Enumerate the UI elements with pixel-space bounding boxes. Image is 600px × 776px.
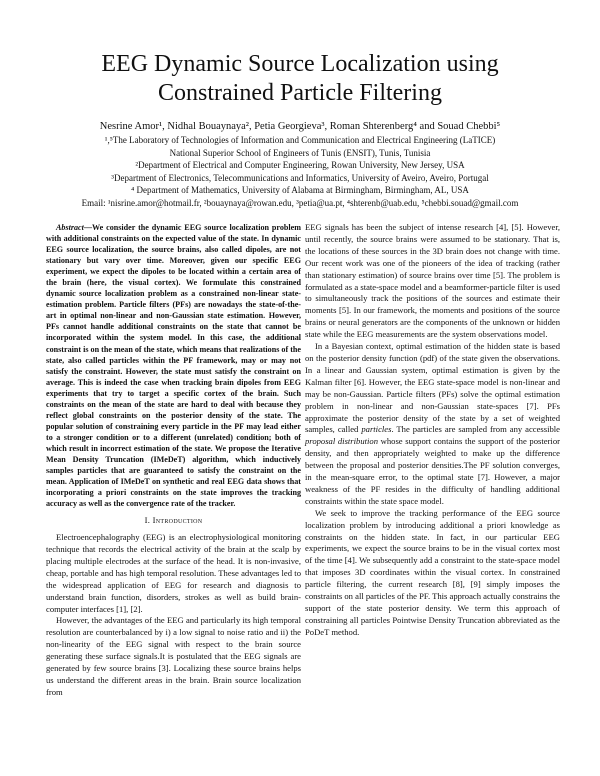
author-list: Nesrine Amor¹, Nidhal Bouaynaya², Petia Georgieva³, Roman Shterenberg⁴ and Souad Chebbi⁵: [99, 121, 501, 132]
paper-title: EEG Dynamic Source Localization using Constrained Particle Filtering: [101, 51, 499, 106]
paragraph: We seek to improve the tracking performance of the EEG source localization problem by introducing additional a priori knowledge as constraints on the hidden state. In fact, in our particular EEG experiments, we expect the source brains to be in the visual cortex most of the time [4]. We subsequently add a constraint to the state-space model that imposes 3D coordinates within the visual cortex. In constrained particle filtering, the current research [8], [9] simply imposes the constraints on all particles of the PF. This approach actually constrains the support of the state posterior density. We term this approach of constraining all particles Pointwise Density Truncation abbreviated as the PoDeT method.: [305, 507, 560, 637]
affiliation-line: National Superior School of Engineers of Tunis (ENSIT), Tunis, Tunisia: [169, 147, 431, 158]
abstract: [46, 222, 301, 509]
text-run: whose support contains the support of the posterior density, and then appropriately weighted to make up the difference between the proposal and posterior densities.The PF solution converges, in the mean-square error, to the optimal state [7]. However, a major weakness of the PF resides in the difficulty of handling additional constraints within the state space model.: [305, 436, 560, 506]
affiliation-line: ¹,⁵The Laboratory of Technologies of Information and Communication and Electrical Engineering (LaTICE): [104, 135, 496, 145]
right-column: [305, 222, 560, 639]
section-heading-introduction: I. Introduction: [144, 515, 203, 526]
paragraph: However, the advantages of the EEG and particularly its high temporal resolution are counterbalanced by i) a low signal to noise ratio and ii) the non-linearity of the EEG signal with respect to the brain source generating these surface signals.It is postulated that the EEG signals are generated by few source brains [3]. Localizing these source brains helps us understand the different areas in the brain. Brain source localization from: [46, 615, 301, 697]
paragraph: EEG signals has been the subject of intense research [4], [5]. However, until recently, the source brains were assumed to be stationary. That is, the locations of these sources in the 3D brain does not change with time. Our recent work was one of the pioneers of the idea of tracking (rather than stationary estimation) of source brains over time [5]. The problem is formulated as a state-space model and a beamformer-particle filter is used to simultaneously track the positions of the sources and estimate their moments [5]. In our framework, the moments and positions of the source brains or neural generators are the components of the unknown or hidden state while the EEG measurements are the system observations model.: [305, 222, 560, 340]
email-line: Email: ¹nisrine.amor@hotmail.fr, ²bouaynaya@rowan.edu, ³petia@ua.pt, ⁴shterenb@uab.edu, ⁵chebbi.souad@gmail.com: [81, 197, 519, 208]
emphasis-proposal-distribution: proposal distribution: [305, 436, 378, 447]
affiliation-line: ⁴ Department of Mathematics, University of Alabama at Birmingham, Birmingham, AL, USA: [131, 185, 469, 196]
affiliation-line: ²Department of Electrical and Computer Engineering, Rowan University, New Jersey, USA: [135, 160, 465, 171]
abstract-text: —We consider the dynamic EEG source localization problem with additional constraints on the expected value of the state. In dynamic EEG source localization, the source brains, also called dipoles, are not stationary but vary over time. Moreover, given our specific EEG experiment, we expect the dipoles to be located within a certain area of the brain (here, the visual cortex). We formulate this constrained dynamic source localization problem as a constrained non-linear state-estimation problem. Particle filters (PFs) are nowadays the state-of-the-art in optimal non-linear and non-Gaussian state estimation. However, PFs cannot handle additional constraints on the state that cannot be incorporated within the system model. In this case, the additional constraint is on the mean of the state, which means that realizations of the state, also called particles within the PF framework, may or may not satisfy the constraint. However, the state must satisfy the constraint on average. This is indeed the case when tracking brain dipoles from EEG experiments that try to target a specific cortex of the brain. Such constraints on the mean of the state are hard to deal with because they reflect global constraints on the posterior density of the state. The popular solution of constraining every particle in the PF may lead either to a stronger condition or to a different (unrelated) condition; both of which result in incorrect estimation of the state. We propose the Iterative Mean Density Truncation (IMeDeT) algorithm, which inductively samples particles that are guaranteed to satisfy the constraint on the mean. Application of IMeDeT on synthetic and real EEG data shows that incorporating a priori constraints on the state improves the tracking accuracy as well as the convergence rate of the tracker.: [46, 223, 301, 509]
affiliation-line: ³Department of Electronics, Telecommunications and Informatics, University of Aveiro, Aveiro, Portugal: [111, 172, 489, 183]
paragraph: Electroencephalography (EEG) is an electrophysiological monitoring technique that records the electrical activity of the brain at the scalp by placing multiple electrodes at the surface of the head. It is non-invasive, cheap, portable and has high temporal resolution. These advantages led to the widespread application of EEG for research and diagnosis to understand brain function, disorders, strokes as well as build brain-computer interfaces [1], [2].: [46, 532, 301, 614]
paragraph: [305, 341, 560, 508]
text-run: . The particles are sampled from any accessible: [391, 424, 560, 435]
affiliations: [30, 134, 570, 210]
abstract-label: Abstract: [56, 223, 84, 232]
emphasis-particles: particles: [361, 424, 392, 435]
left-column: [46, 222, 301, 699]
text-run: In a Bayesian context, optimal estimation of the hidden state is based on the posterior density function (pdf) of the state given the observations. In a linear and Gaussian system, optimal estimation is given by the Kalman filter [6]. However, the EEG state-space model is non-linear and may be non-Gaussian. Particle filters (PFs) solve the optimal estimation problem in non-linear and non-Gaussian state-spaces [7]. PFs approximate the posterior density of the state by a set of weighted samples, called: [305, 341, 560, 435]
